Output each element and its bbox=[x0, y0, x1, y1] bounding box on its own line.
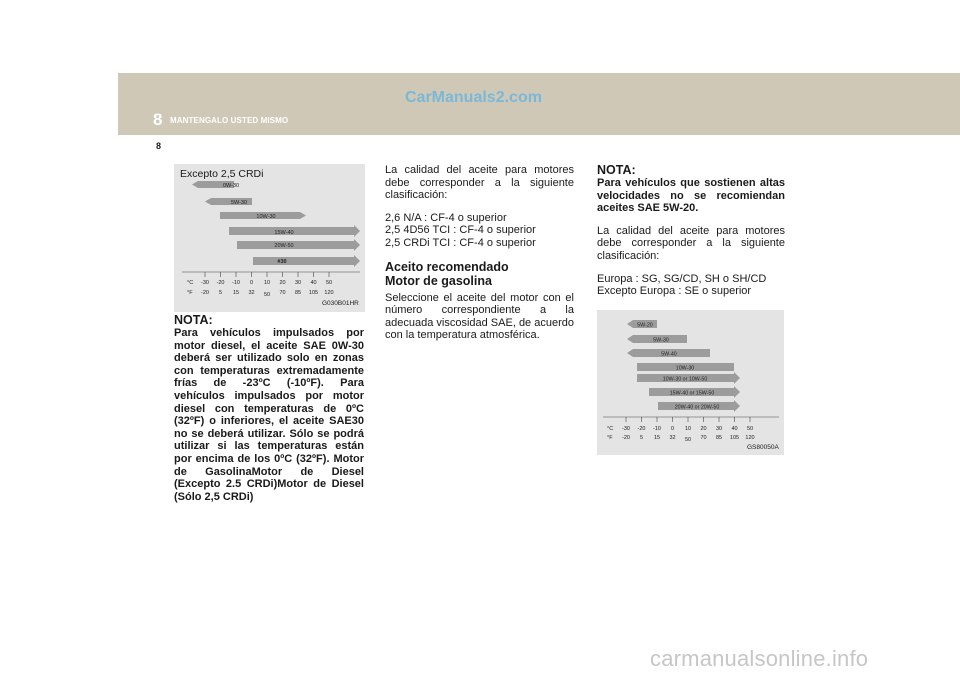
fahrenheit-tick-label: 5 bbox=[218, 290, 223, 296]
figure-title: Excepto 2,5 CRDi bbox=[180, 168, 264, 180]
bar-label: 20W-50 bbox=[274, 243, 294, 249]
quality-intro: La calidad del aceite para motores debe corresponder a la siguiente clasificación: bbox=[597, 224, 785, 262]
figure-code: G030B01HR bbox=[322, 300, 359, 307]
figure2-graphic bbox=[597, 310, 784, 455]
scale-ticks bbox=[622, 417, 755, 443]
celsius-tick-label: -10 bbox=[232, 280, 240, 286]
celsius-tick-label: -20 bbox=[637, 426, 646, 432]
fahrenheit-label: °F bbox=[607, 435, 613, 441]
nota-heading: NOTA: bbox=[174, 313, 213, 327]
scale-ticks bbox=[201, 272, 334, 298]
fahrenheit-tick-label: 85 bbox=[294, 290, 302, 296]
viscosity-chart-gasoline bbox=[597, 310, 784, 455]
celsius-tick-label: 0 bbox=[249, 280, 254, 286]
oil-bar-sae30 bbox=[253, 255, 360, 267]
fahrenheit-label: °F bbox=[187, 290, 193, 296]
nota-heading: NOTA: bbox=[597, 163, 636, 177]
bar-label: 5W-20 bbox=[637, 322, 653, 329]
celsius-tick-label: 30 bbox=[715, 426, 723, 432]
oil-bar-10w30 bbox=[220, 212, 306, 220]
fahrenheit-tick-label: 105 bbox=[729, 435, 740, 441]
celsius-label: °C bbox=[187, 280, 194, 286]
oil-bar-20w50 bbox=[237, 239, 360, 251]
fahrenheit-tick-label: 70 bbox=[279, 290, 286, 296]
oil-bar-0w30 bbox=[192, 181, 239, 189]
page-number: 8 bbox=[156, 141, 162, 151]
fahrenheit-tick-label: -20 bbox=[201, 290, 209, 296]
spec-line: Excepto Europa : SE o superior bbox=[597, 285, 752, 298]
bar-label: 10W-30 or 10W-50 bbox=[662, 376, 708, 383]
nota-body: Para vehículos impulsados por motor diesel, el aceite SAE 0W-30 deberá ser utilizado solo en zonas con temperaturas extremadamente frías de -23ºC (-10ºF). Para vehículos impulsados por motor diesel con temperaturas de 0ºC (32ºF) o inferiores, el aceite SAE30 no se deberá utilizar. Sólo se podrá utilizar si las temperaturas están por encima de los 0ºC (32ºF). Motor de GasolinaMotor de Diesel (Excepto 2.5 CRDi)Motor de Diesel (Sólo 2,5 CRDi) bbox=[174, 327, 364, 503]
fahrenheit-tick-label: 32 bbox=[248, 290, 255, 296]
nota-body: Para vehículos que sostienen altas velocidades no se recomiendan aceites SAE 5W-20. bbox=[597, 177, 785, 215]
section-heading bbox=[385, 260, 574, 288]
column-3 bbox=[597, 164, 785, 298]
fahrenheit-tick-label: 120 bbox=[324, 290, 334, 296]
bar-label: #30 bbox=[277, 259, 287, 265]
celsius-tick-label: 50 bbox=[746, 426, 754, 432]
quality-intro: La calidad del aceite para motores debe corresponder a la siguiente clasificación: bbox=[385, 164, 574, 202]
bar-label: 15W-40 or 15W-50 bbox=[669, 390, 715, 397]
bar-label: 5W-30 bbox=[653, 337, 669, 344]
bar-label: 10W-30 bbox=[256, 214, 276, 220]
recommendation-body: Seleccione el aceite del motor con el número correspondiente a la adecuada viscosidad SAE, de acuerdo con la temperatura atmosférica. bbox=[385, 291, 574, 342]
celsius-label: °C bbox=[607, 426, 614, 432]
figure1-graphic bbox=[174, 164, 365, 312]
fahrenheit-tick-label: 50 bbox=[684, 437, 692, 443]
bar-label: 0W-30 bbox=[222, 183, 240, 189]
celsius-tick-label: -30 bbox=[622, 426, 630, 432]
fahrenheit-tick-label: 50 bbox=[263, 292, 271, 298]
oil-bar-10w30-10w50 bbox=[637, 372, 740, 384]
celsius-tick-label: 40 bbox=[310, 280, 317, 286]
heading-line: Motor de gasolina bbox=[385, 273, 492, 288]
chapter-number: 8 bbox=[153, 110, 163, 129]
oil-bar-5w40 bbox=[627, 349, 710, 358]
oil-bar-10w30 bbox=[637, 363, 734, 372]
spec-line: Europa : SG, SG/CD, SH o SH/CD bbox=[597, 272, 767, 285]
celsius-tick-label: 20 bbox=[279, 280, 286, 286]
bar-label: 5W-30 bbox=[230, 200, 248, 206]
celsius-tick-label: 20 bbox=[700, 426, 707, 432]
fahrenheit-tick-label: 15 bbox=[232, 290, 240, 296]
fahrenheit-tick-label: -20 bbox=[622, 435, 630, 441]
bar-label: 15W-40 bbox=[274, 230, 294, 236]
figure-code: GS80050A bbox=[747, 444, 779, 451]
oil-bar-5w20 bbox=[627, 320, 657, 329]
bar-label: 5W-40 bbox=[661, 351, 677, 358]
bar-label: 20W-40 or 20W-50 bbox=[674, 404, 720, 411]
celsius-tick-label: -30 bbox=[201, 280, 209, 286]
celsius-tick-label: 10 bbox=[684, 426, 692, 432]
chapter-title: MANTENGALO USTED MISMO bbox=[170, 116, 289, 125]
oil-bar-20w40-20w50 bbox=[658, 400, 740, 412]
oil-bar-5w30 bbox=[205, 198, 252, 206]
heading-line: Aceito recomendado bbox=[385, 259, 509, 274]
fahrenheit-tick-label: 120 bbox=[745, 435, 755, 441]
watermark-bottom[interactable]: carmanualsonline.info bbox=[650, 646, 869, 671]
spec-line: 2,5 4D56 TCI : CF-4 o superior bbox=[385, 224, 536, 237]
fahrenheit-tick-label: 32 bbox=[669, 435, 676, 441]
celsius-tick-label: 50 bbox=[325, 280, 333, 286]
celsius-tick-label: 10 bbox=[263, 280, 271, 286]
oil-bar-5w30 bbox=[627, 335, 687, 344]
spec-line: 2,5 CRDi TCI : CF-4 o superior bbox=[385, 236, 536, 249]
column-1 bbox=[174, 314, 364, 503]
fahrenheit-tick-label: 15 bbox=[653, 435, 661, 441]
viscosity-chart-diesel bbox=[174, 164, 365, 312]
celsius-tick-label: 30 bbox=[294, 280, 302, 286]
fahrenheit-tick-label: 5 bbox=[639, 435, 644, 441]
oil-bar-15w40-15w50 bbox=[649, 386, 740, 398]
bar-label: 10W-30 bbox=[675, 365, 695, 372]
spec-line: 2,6 N/A : CF-4 o superior bbox=[385, 211, 507, 224]
watermark-top[interactable]: CarManuals2.com bbox=[405, 89, 542, 106]
fahrenheit-tick-label: 105 bbox=[308, 290, 319, 296]
oil-bar-15w40 bbox=[229, 225, 360, 237]
celsius-tick-label: 0 bbox=[670, 426, 675, 432]
fahrenheit-tick-label: 85 bbox=[715, 435, 723, 441]
celsius-tick-label: 40 bbox=[731, 426, 738, 432]
fahrenheit-tick-label: 70 bbox=[700, 435, 707, 441]
column-2 bbox=[385, 164, 574, 342]
celsius-tick-label: -10 bbox=[653, 426, 661, 432]
celsius-tick-label: -20 bbox=[216, 280, 225, 286]
